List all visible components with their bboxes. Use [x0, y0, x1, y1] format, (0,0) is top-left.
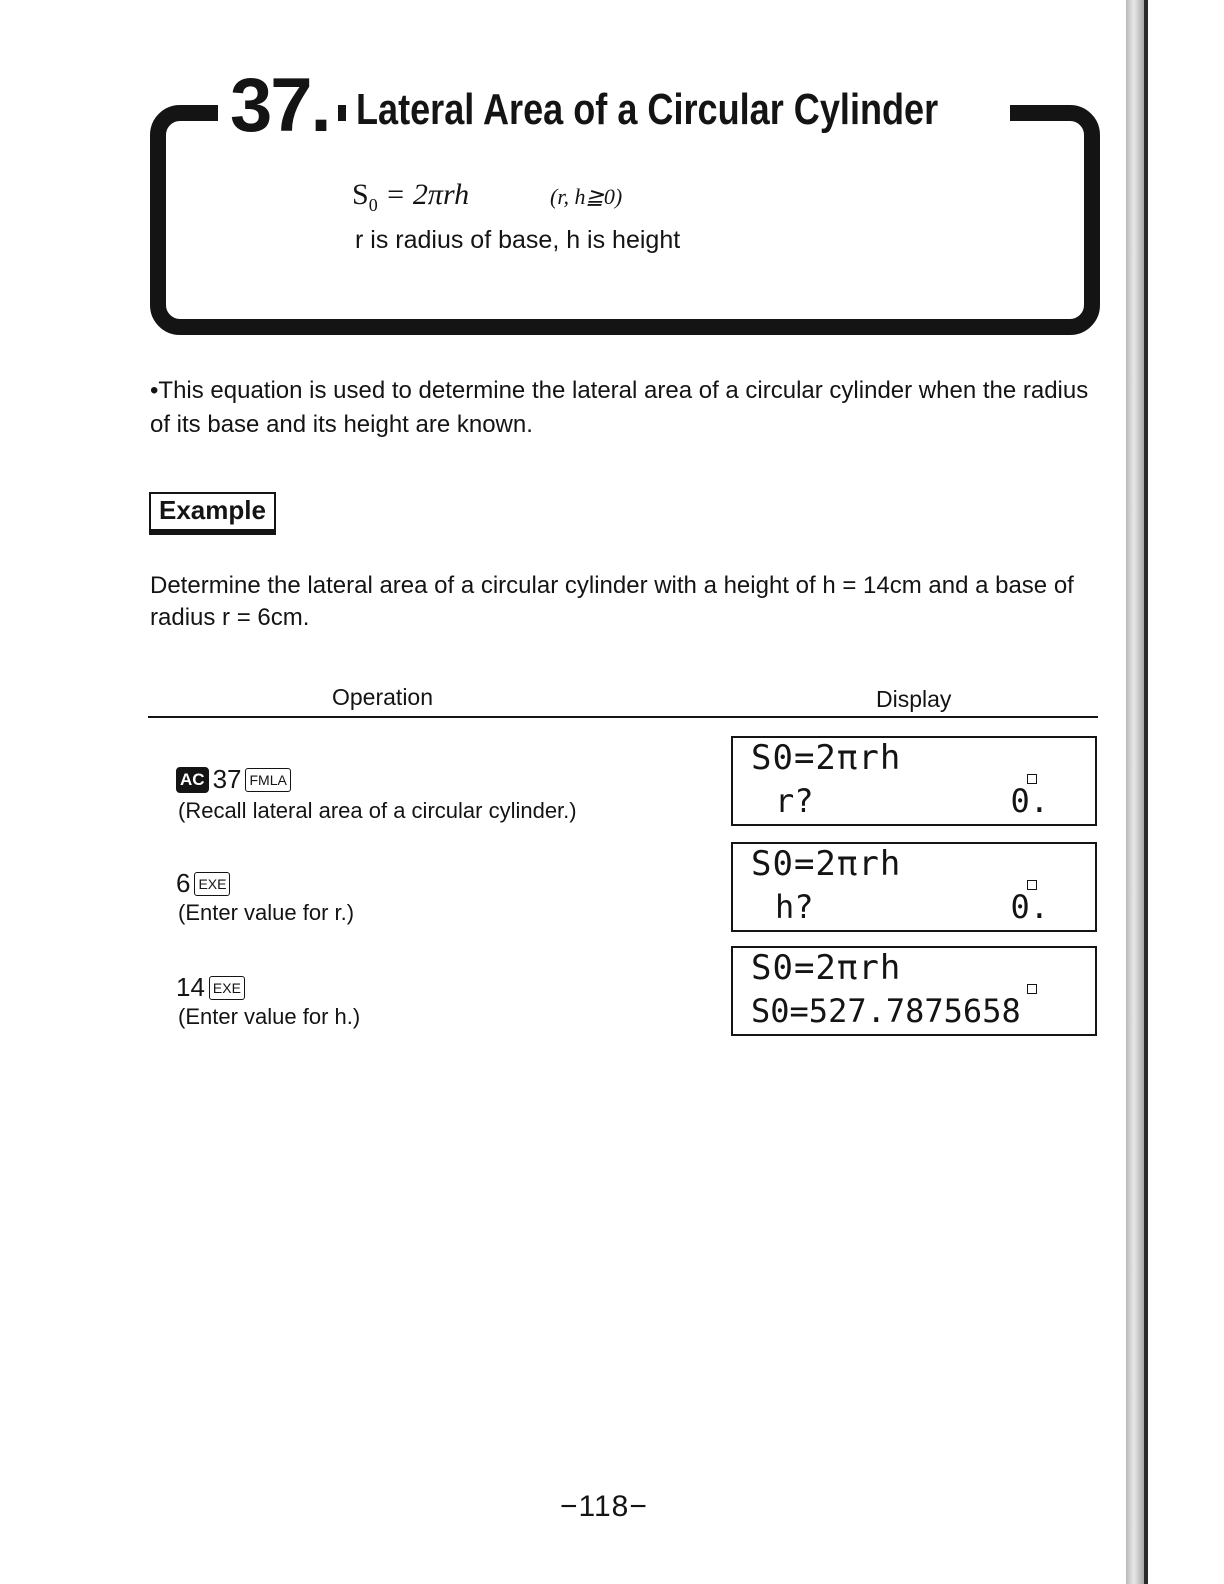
- step-input: 37: [212, 764, 242, 794]
- step-input: 14: [176, 972, 205, 1002]
- step-note: (Enter value for h.): [178, 1004, 361, 1029]
- page-edge-shadow: [1126, 0, 1146, 1584]
- lcd-display: [731, 842, 1097, 932]
- step-keys: [176, 764, 291, 795]
- lcd-prompt: r?: [775, 782, 814, 820]
- page-number: −118−: [560, 1490, 648, 1523]
- example-problem: Determine the lateral area of a circular cylinder with a height of h = 14cm and a base of radius r = 6cm.: [150, 572, 1074, 631]
- step-keys: [176, 868, 230, 899]
- lcd-value: 0.: [1010, 888, 1049, 926]
- fmla-key-icon: FMLA: [245, 768, 290, 792]
- formula-condition: (r, h≧0): [550, 184, 623, 209]
- lcd-result: S0=527.7875658: [751, 992, 1021, 1030]
- lcd-formula: S0=2πrh: [751, 738, 902, 778]
- example-label: Example: [149, 492, 276, 531]
- variables-definition: r is radius of base, h is height: [355, 226, 681, 254]
- display-header: Display: [876, 686, 952, 712]
- lcd-prompt: h?: [775, 888, 814, 926]
- operation-header: Operation: [332, 684, 434, 710]
- lcd-formula: S0=2πrh: [751, 844, 902, 884]
- step-note: (Recall lateral area of a circular cylinder.): [178, 798, 577, 823]
- formula: [352, 178, 469, 216]
- page-edge-line: [1144, 0, 1148, 1584]
- ac-key-icon: AC: [176, 767, 209, 793]
- exe-key-icon: EXE: [209, 976, 245, 1000]
- section-title: Lateral Area of a Circular Cylinder: [356, 85, 939, 134]
- formula-subscript: 0: [368, 195, 378, 215]
- section-number: 37.: [230, 63, 330, 148]
- table-rule: [148, 716, 1098, 718]
- step-input: 6: [176, 868, 191, 898]
- description: •This equation is used to determine the lateral area of a circular cylinder when the radius of its base and its height are known.: [150, 377, 1089, 438]
- lcd-display: [731, 736, 1097, 826]
- lcd-formula: S0=2πrh: [751, 948, 902, 988]
- lcd-value: 0.: [1010, 782, 1049, 820]
- formula-symbol: S: [352, 178, 369, 211]
- lcd-display: [731, 946, 1097, 1036]
- formula-expression: = 2πrh: [377, 178, 470, 211]
- step-note: (Enter value for r.): [178, 900, 355, 925]
- exe-key-icon: EXE: [194, 872, 230, 896]
- step-keys: [176, 972, 245, 1003]
- lcd-indicator-icon: [1027, 984, 1037, 994]
